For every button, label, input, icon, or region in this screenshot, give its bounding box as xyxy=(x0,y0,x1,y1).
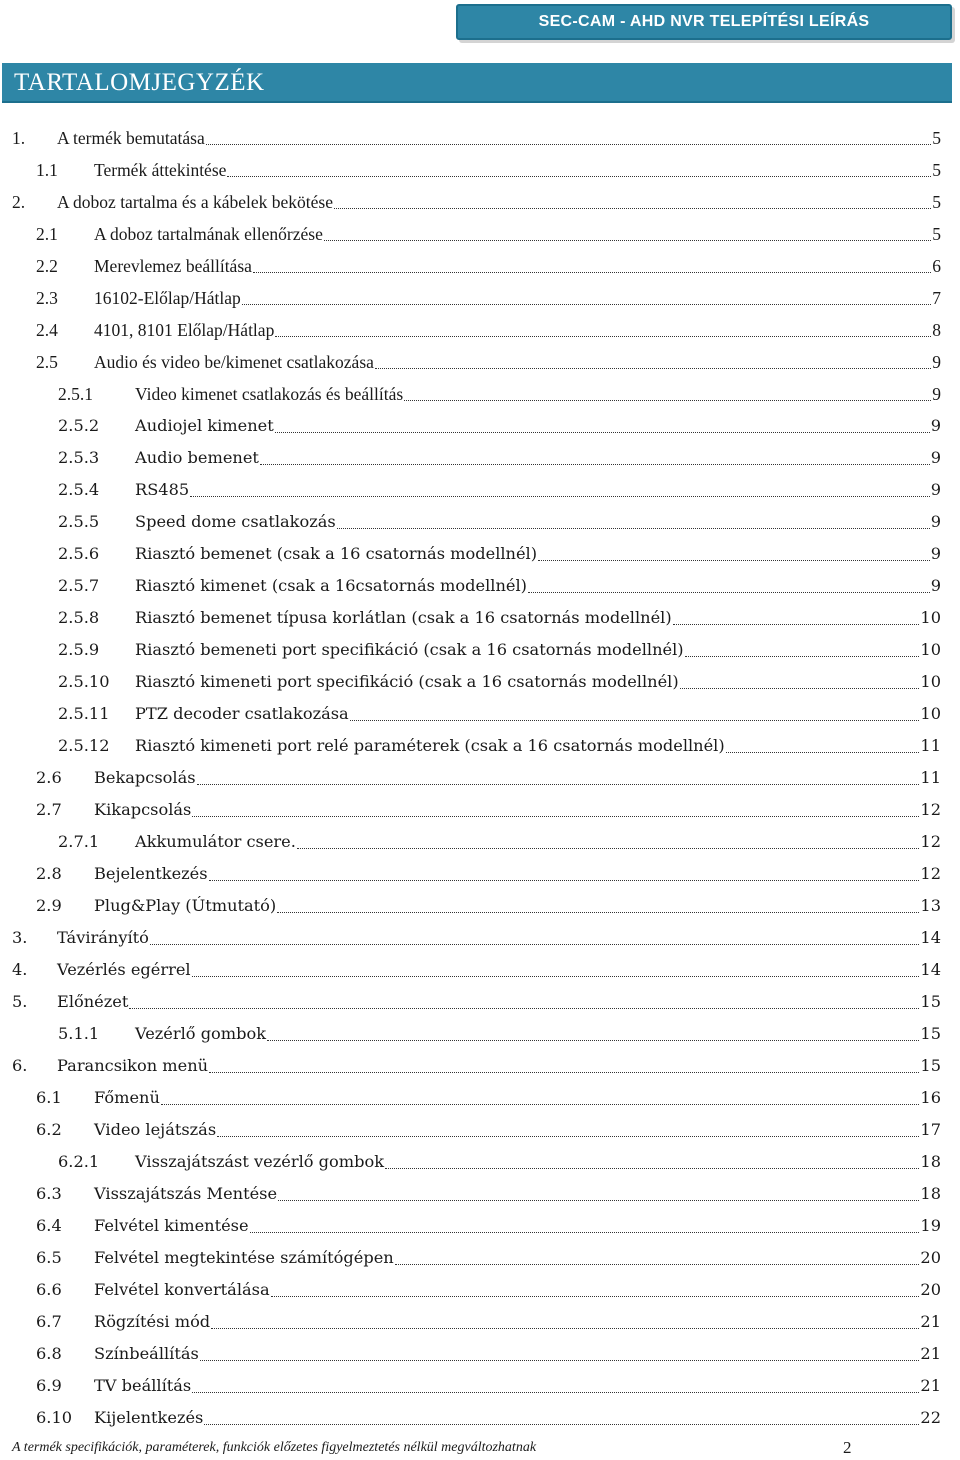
toc-entry[interactable] xyxy=(0,1370,960,1402)
toc-entry-page: 5 xyxy=(932,128,941,148)
toc-entry-number: 2.5.8 xyxy=(58,608,100,627)
toc-entry-label: RS485 xyxy=(135,480,190,499)
toc-entry-page: 10 xyxy=(920,608,941,627)
toc-dot-leader xyxy=(192,815,919,817)
toc-entry-number: 2.9 xyxy=(36,896,62,915)
toc-entry-label: Akkumulátor csere. xyxy=(135,832,296,851)
footer-disclaimer: A termék specifikációk, paraméterek, funkciók előzetes figyelmeztetés nélkül megváltozhatnak xyxy=(12,1440,537,1455)
toc-entry-number: 6.7 xyxy=(36,1312,62,1331)
toc-entry-page: 12 xyxy=(920,800,941,819)
toc-entry-page: 10 xyxy=(920,640,941,659)
toc-entry-page: 7 xyxy=(932,288,941,308)
table-of-contents xyxy=(0,122,960,1434)
toc-entry-number: 2.4 xyxy=(36,320,58,340)
toc-entry-page: 21 xyxy=(920,1344,941,1363)
toc-dot-leader xyxy=(267,1039,919,1041)
toc-entry-page: 14 xyxy=(920,928,941,947)
toc-dot-leader xyxy=(350,719,920,721)
toc-dot-leader xyxy=(192,1391,919,1393)
toc-entry[interactable] xyxy=(0,346,960,378)
toc-entry-page: 15 xyxy=(920,1024,941,1043)
toc-entry-number: 2.5.12 xyxy=(58,736,110,755)
page-number: 2 xyxy=(843,1438,852,1457)
toc-heading: TARTALOMJEGYZÉK xyxy=(2,63,952,103)
toc-entry[interactable] xyxy=(0,1274,960,1306)
toc-entry[interactable] xyxy=(0,250,960,282)
toc-dot-leader xyxy=(277,911,919,913)
toc-entry-label: PTZ decoder csatlakozása xyxy=(135,704,349,723)
toc-entry-label: Távirányító xyxy=(57,928,149,947)
toc-entry-number: 1.1 xyxy=(36,160,58,180)
toc-dot-leader xyxy=(260,463,930,465)
toc-entry[interactable] xyxy=(0,1210,960,1242)
toc-dot-leader xyxy=(673,623,920,625)
toc-entry-label: Riasztó bemenet típusa korlátlan (csak a 16 csatornás modellnél) xyxy=(135,608,672,627)
toc-entry-label: Video kimenet csatlakozás és beállítás xyxy=(135,384,404,404)
toc-entry[interactable] xyxy=(0,666,960,698)
toc-entry-label: Merevlemez beállítása xyxy=(94,256,252,276)
toc-dot-leader xyxy=(680,687,920,689)
toc-entry-number: 2.5.7 xyxy=(58,576,100,595)
toc-entry-number: 2.3 xyxy=(36,288,58,308)
toc-entry-page: 19 xyxy=(920,1216,941,1235)
toc-dot-leader xyxy=(253,271,931,273)
toc-entry-number: 6.10 xyxy=(36,1408,73,1427)
toc-entry[interactable] xyxy=(0,1114,960,1146)
toc-entry-number: 5.1.1 xyxy=(58,1024,100,1043)
toc-dot-leader xyxy=(404,399,931,401)
toc-entry-label: Visszajátszást vezérlő gombok xyxy=(135,1152,385,1171)
toc-dot-leader xyxy=(192,975,920,977)
toc-entry-number: 6.5 xyxy=(36,1248,62,1267)
toc-entry-label: Audiojel kimenet xyxy=(135,416,274,435)
toc-entry[interactable] xyxy=(0,410,960,442)
toc-entry[interactable] xyxy=(0,698,960,730)
toc-entry-number: 2.5.6 xyxy=(58,544,100,563)
toc-dot-leader xyxy=(217,1135,919,1137)
toc-dot-leader xyxy=(190,495,930,497)
toc-entry-number: 2.5.11 xyxy=(58,704,110,723)
toc-entry[interactable] xyxy=(0,282,960,314)
toc-entry-label: TV beállítás xyxy=(94,1376,192,1395)
toc-entry-number: 6.9 xyxy=(36,1376,62,1395)
toc-entry[interactable] xyxy=(0,506,960,538)
toc-entry[interactable] xyxy=(0,538,960,570)
toc-entry-number: 2.7.1 xyxy=(58,832,100,851)
toc-entry-page: 9 xyxy=(930,544,941,563)
toc-entry-label: Rögzítési mód xyxy=(94,1312,211,1331)
toc-entry-label: Riasztó kimeneti port specifikáció (csak a 16 csatornás modellnél) xyxy=(135,672,679,691)
toc-dot-leader xyxy=(275,431,930,433)
toc-entry-page: 22 xyxy=(920,1408,941,1427)
toc-entry[interactable] xyxy=(0,186,960,218)
toc-entry-number: 6.1 xyxy=(36,1088,62,1107)
toc-entry-page: 9 xyxy=(930,448,941,467)
toc-entry-page: 12 xyxy=(920,832,941,851)
toc-entry-label: Vezérlés egérrel xyxy=(57,960,191,979)
toc-entry-page: 9 xyxy=(932,384,941,404)
toc-entry-page: 10 xyxy=(920,672,941,691)
document-header-title: SEC-CAM - AHD NVR TELEPÍTÉSI LEÍRÁS xyxy=(456,4,952,40)
toc-entry-label: Színbeállítás xyxy=(94,1344,199,1363)
toc-entry-page: 9 xyxy=(932,352,941,372)
toc-dot-leader xyxy=(209,879,920,881)
toc-entry-page: 17 xyxy=(920,1120,941,1139)
toc-entry-number: 2.5.1 xyxy=(58,384,93,404)
toc-dot-leader xyxy=(275,335,931,337)
toc-entry[interactable] xyxy=(0,634,960,666)
toc-entry[interactable] xyxy=(0,794,960,826)
toc-entry-page: 12 xyxy=(920,864,941,883)
toc-dot-leader xyxy=(242,303,931,305)
toc-dot-leader xyxy=(385,1167,919,1169)
toc-entry[interactable] xyxy=(0,218,960,250)
toc-dot-leader xyxy=(197,783,920,785)
toc-entry-page: 8 xyxy=(932,320,941,340)
toc-entry-page: 9 xyxy=(930,512,941,531)
toc-dot-leader xyxy=(227,175,931,177)
toc-entry-page: 15 xyxy=(920,1056,941,1075)
toc-dot-leader xyxy=(200,1359,920,1361)
toc-dot-leader xyxy=(528,591,930,593)
toc-entry-number: 4. xyxy=(12,960,28,979)
toc-entry[interactable] xyxy=(0,954,960,986)
toc-entry-number: 2. xyxy=(12,192,26,212)
toc-entry-label: Főmenü xyxy=(94,1088,160,1107)
toc-entry-label: A termék bemutatása xyxy=(57,128,205,148)
toc-dot-leader xyxy=(278,1199,919,1201)
toc-dot-leader xyxy=(337,527,930,529)
toc-entry-number: 3. xyxy=(12,928,28,947)
toc-dot-leader xyxy=(204,1423,919,1425)
toc-dot-leader xyxy=(161,1103,920,1105)
toc-entry[interactable] xyxy=(0,1338,960,1370)
toc-entry[interactable] xyxy=(0,762,960,794)
toc-entry-page: 9 xyxy=(930,576,941,595)
toc-entry-label: Audio és video be/kimenet csatlakozása xyxy=(94,352,374,372)
toc-entry-number: 5. xyxy=(12,992,28,1011)
toc-dot-leader xyxy=(211,1327,919,1329)
toc-dot-leader xyxy=(150,943,919,945)
toc-entry-label: A doboz tartalmának ellenőrzése xyxy=(94,224,323,244)
toc-entry-page: 10 xyxy=(920,704,941,723)
toc-entry-number: 6. xyxy=(12,1056,28,1075)
toc-entry-label: Termék áttekintése xyxy=(94,160,227,180)
toc-entry-number: 2.5.10 xyxy=(58,672,110,691)
toc-dot-leader xyxy=(395,1263,920,1265)
toc-entry-page: 21 xyxy=(920,1376,941,1395)
toc-entry-label: Felvétel konvertálása xyxy=(94,1280,270,1299)
toc-dot-leader xyxy=(250,1231,920,1233)
toc-dot-leader xyxy=(209,1071,919,1073)
toc-entry-number: 2.6 xyxy=(36,768,62,787)
toc-entry-label: Vezérlő gombok xyxy=(135,1024,267,1043)
toc-entry-label: 16102-Előlap/Hátlap xyxy=(94,288,241,308)
toc-entry-page: 21 xyxy=(920,1312,941,1331)
toc-entry[interactable] xyxy=(0,1018,960,1050)
toc-dot-leader xyxy=(324,239,931,241)
toc-entry[interactable] xyxy=(0,442,960,474)
toc-entry[interactable] xyxy=(0,474,960,506)
toc-dot-leader xyxy=(206,143,932,145)
toc-entry[interactable] xyxy=(0,1178,960,1210)
toc-entry[interactable] xyxy=(0,314,960,346)
toc-entry[interactable] xyxy=(0,1306,960,1338)
toc-entry-number: 2.8 xyxy=(36,864,62,883)
toc-dot-leader xyxy=(375,367,931,369)
toc-entry[interactable] xyxy=(0,122,960,154)
toc-entry-label: Speed dome csatlakozás xyxy=(135,512,336,531)
toc-entry-page: 13 xyxy=(920,896,941,915)
toc-entry-label: Riasztó bemenet (csak a 16 csatornás modellnél) xyxy=(135,544,538,563)
toc-entry-label: Parancsikon menü xyxy=(57,1056,209,1075)
toc-entry-number: 2.7 xyxy=(36,800,62,819)
toc-entry-page: 16 xyxy=(920,1088,941,1107)
toc-entry-number: 6.2.1 xyxy=(58,1152,100,1171)
toc-entry-number: 2.5.5 xyxy=(58,512,100,531)
toc-entry[interactable] xyxy=(0,858,960,890)
toc-entry-page: 18 xyxy=(920,1152,941,1171)
toc-entry-number: 6.3 xyxy=(36,1184,62,1203)
toc-entry-page: 5 xyxy=(932,160,941,180)
toc-entry-label: Video lejátszás xyxy=(94,1120,217,1139)
toc-entry-number: 2.5.9 xyxy=(58,640,100,659)
toc-entry-number: 2.1 xyxy=(36,224,58,244)
toc-entry-page: 5 xyxy=(932,192,941,212)
toc-entry-page: 11 xyxy=(920,768,941,787)
toc-entry[interactable] xyxy=(0,730,960,762)
toc-entry[interactable] xyxy=(0,986,960,1018)
toc-entry[interactable] xyxy=(0,154,960,186)
toc-entry[interactable] xyxy=(0,570,960,602)
toc-entry[interactable] xyxy=(0,1146,960,1178)
toc-entry-label: Audio bemenet xyxy=(135,448,259,467)
toc-entry[interactable] xyxy=(0,1082,960,1114)
toc-entry[interactable] xyxy=(0,1242,960,1274)
toc-entry-label: Bejelentkezés xyxy=(94,864,208,883)
toc-entry-page: 5 xyxy=(932,224,941,244)
toc-dot-leader xyxy=(726,751,920,753)
toc-entry-page: 18 xyxy=(920,1184,941,1203)
toc-dot-leader xyxy=(538,559,930,561)
toc-entry[interactable] xyxy=(0,826,960,858)
toc-entry[interactable] xyxy=(0,922,960,954)
toc-entry-page: 9 xyxy=(930,480,941,499)
toc-entry-label: Riasztó bemeneti port specifikáció (csak a 16 csatornás modellnél) xyxy=(135,640,684,659)
toc-entry-page: 6 xyxy=(932,256,941,276)
toc-entry-page: 15 xyxy=(920,992,941,1011)
toc-entry-number: 2.5.2 xyxy=(58,416,100,435)
toc-entry[interactable] xyxy=(0,1050,960,1082)
toc-entry[interactable] xyxy=(0,602,960,634)
toc-entry-number: 6.8 xyxy=(36,1344,62,1363)
toc-entry-number: 2.2 xyxy=(36,256,58,276)
toc-entry-label: Riasztó kimenet (csak a 16csatornás modellnél) xyxy=(135,576,527,595)
toc-dot-leader xyxy=(271,1295,920,1297)
toc-entry-label: Felvétel megtekintése számítógépen xyxy=(94,1248,394,1267)
toc-entry-page: 9 xyxy=(930,416,941,435)
toc-entry-label: Riasztó kimeneti port relé paraméterek (csak a 16 csatornás modellnél) xyxy=(135,736,725,755)
toc-entry-page: 14 xyxy=(920,960,941,979)
toc-entry[interactable] xyxy=(0,1402,960,1434)
toc-entry-label: Kijelentkezés xyxy=(94,1408,204,1427)
toc-entry-label: Bekapcsolás xyxy=(94,768,196,787)
toc-dot-leader xyxy=(297,847,920,849)
toc-entry-number: 2.5 xyxy=(36,352,58,372)
toc-dot-leader xyxy=(685,655,920,657)
toc-entry[interactable] xyxy=(0,890,960,922)
toc-entry-number: 2.5.3 xyxy=(58,448,100,467)
toc-entry-label: 4101, 8101 Előlap/Hátlap xyxy=(94,320,275,340)
toc-entry-label: Visszajátszás Mentése xyxy=(94,1184,278,1203)
toc-entry-number: 2.5.4 xyxy=(58,480,100,499)
toc-entry-number: 6.2 xyxy=(36,1120,62,1139)
toc-entry-number: 6.4 xyxy=(36,1216,62,1235)
toc-dot-leader xyxy=(129,1007,919,1009)
toc-entry-page: 20 xyxy=(920,1248,941,1267)
toc-entry[interactable] xyxy=(0,378,960,410)
toc-entry-number: 1. xyxy=(12,128,26,148)
toc-entry-page: 11 xyxy=(920,736,941,755)
toc-entry-page: 20 xyxy=(920,1280,941,1299)
toc-entry-label: Plug&Play (Útmutató) xyxy=(94,896,277,915)
toc-entry-label: Előnézet xyxy=(57,992,129,1011)
toc-entry-label: Felvétel kimentése xyxy=(94,1216,249,1235)
toc-entry-number: 6.6 xyxy=(36,1280,62,1299)
toc-entry-label: Kikapcsolás xyxy=(94,800,192,819)
toc-entry-label: A doboz tartalma és a kábelek bekötése xyxy=(57,192,334,212)
toc-dot-leader xyxy=(334,207,931,209)
